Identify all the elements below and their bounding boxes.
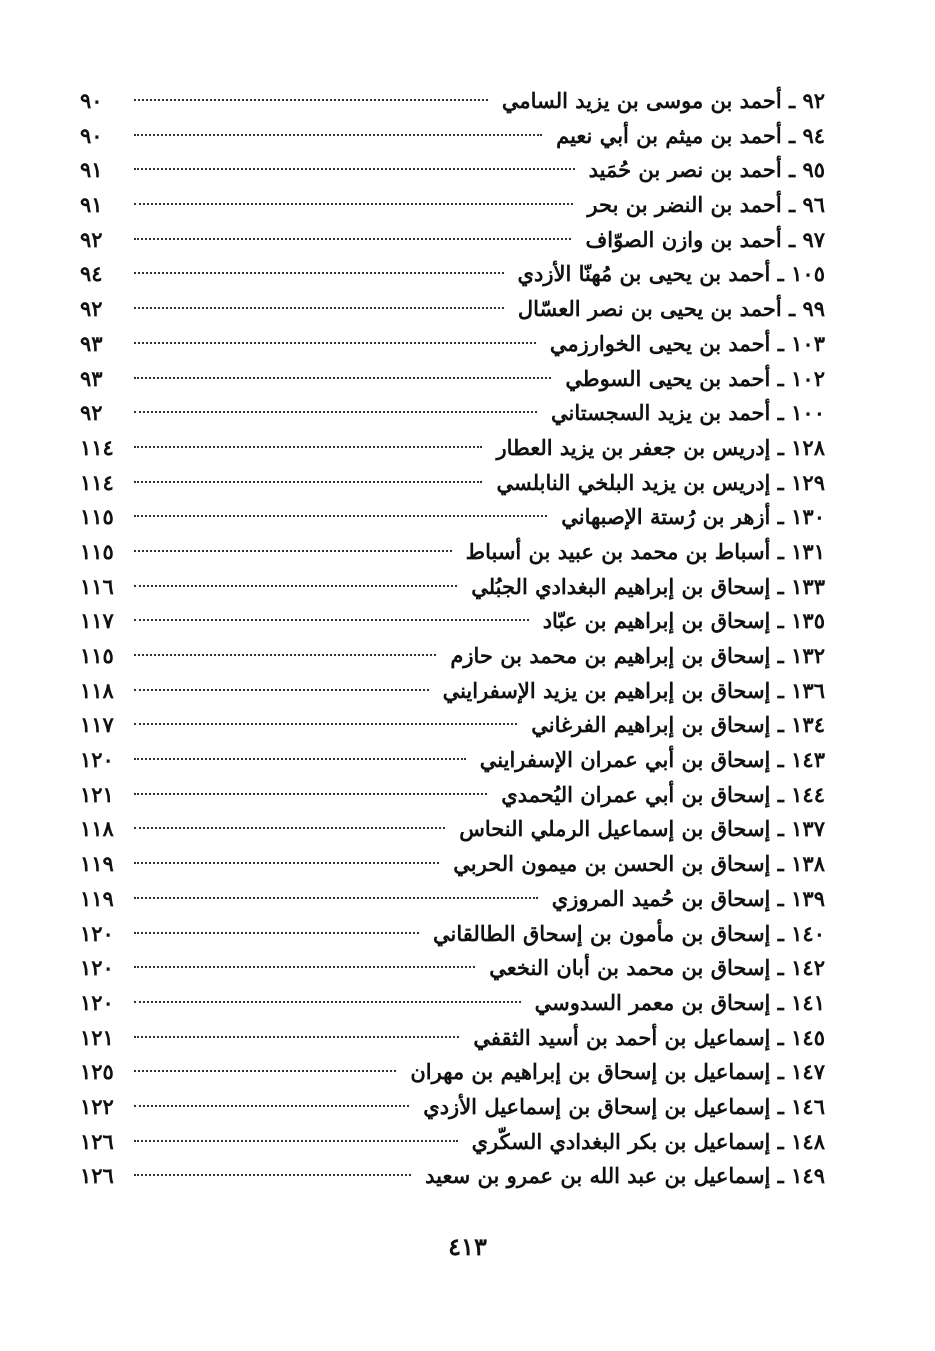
toc-entry [80, 257, 825, 292]
entry-title: ١٣٦ ـ إسحاق بن إبراهيم بن يزيد الإسفرايني [442, 677, 825, 703]
dot-leader [134, 966, 475, 968]
dot-leader [134, 168, 575, 170]
entry-title: ١٤١ ـ إسحاق بن معمر السدوسي [534, 989, 825, 1015]
toc-entry [80, 570, 825, 605]
entry-title: ١٤٥ ـ إسماعيل بن أحمد بن أسيد الثقفي [473, 1024, 825, 1050]
toc-entry [80, 84, 825, 119]
entry-title: ٩٦ ـ أحمد بن النضر بن بحر [587, 192, 825, 218]
toc-entry [80, 466, 825, 501]
entry-page-number: ١٢٠ [80, 955, 114, 981]
toc-entry [80, 812, 825, 847]
entry-title: ١٢٨ ـ إدريس بن جعفر بن يزيد العطار [496, 434, 825, 460]
toc-entry [80, 1090, 825, 1125]
toc-entry [80, 674, 825, 709]
entry-title: ١٤٣ ـ إسحاق بن أبي عمران الإسفرايني [479, 747, 825, 773]
toc-entry [80, 1021, 825, 1056]
toc-entry [80, 292, 825, 327]
entry-page-number: ١١٨ [80, 816, 114, 842]
entry-title: ٩٥ ـ أحمد بن نصر بن حُمَيد [588, 157, 825, 183]
entry-page-number: ١١٧ [80, 608, 114, 634]
entry-title: ١٤٢ ـ إسحاق بن محمد بن أبان النخعي [489, 955, 825, 981]
entry-title: ١٤٤ ـ إسحاق بن أبي عمران اليُحمدي [501, 781, 825, 807]
entry-page-number: ١١٤ [80, 469, 114, 495]
entry-page-number: ٩٣ [80, 365, 103, 391]
dot-leader [134, 134, 542, 136]
dot-leader [134, 619, 529, 621]
toc-entry [80, 431, 825, 466]
entry-page-number: ١٢٠ [80, 920, 114, 946]
entry-title: ١٣٤ ـ إسحاق بن إبراهيم الفرغاني [531, 712, 825, 738]
entry-title: ١٣٥ ـ إسحاق بن إبراهيم بن عبّاد [542, 608, 825, 634]
dot-leader [134, 515, 547, 517]
toc-entry [80, 327, 825, 362]
dot-leader [134, 1001, 521, 1003]
entry-page-number: ١١٤ [80, 434, 114, 460]
entry-page-number: ١١٥ [80, 504, 114, 530]
entry-page-number: ١٢٦ [80, 1128, 114, 1154]
entry-title: ٩٧ ـ أحمد بن وازن الصوّاف [585, 226, 825, 252]
toc-entry [80, 1055, 825, 1090]
dot-leader [134, 481, 482, 483]
toc-entry [80, 535, 825, 570]
entry-title: ١٣٨ ـ إسحاق بن الحسن بن ميمون الحربي [453, 851, 825, 877]
toc-entry [80, 223, 825, 258]
entry-page-number: ١٢٠ [80, 989, 114, 1015]
entry-page-number: ١١٥ [80, 538, 114, 564]
entry-page-number: ١١٧ [80, 712, 114, 738]
entry-page-number: ١١٨ [80, 677, 114, 703]
entry-title: ١٤٦ ـ إسماعيل بن إسحاق بن إسماعيل الأزدي [423, 1093, 825, 1119]
entry-page-number: ٩٢ [80, 226, 103, 252]
dot-leader [134, 550, 452, 552]
entry-page-number: ٩٣ [80, 330, 103, 356]
dot-leader [134, 342, 536, 344]
dot-leader [134, 793, 487, 795]
toc-entry [80, 362, 825, 397]
dot-leader [134, 272, 504, 274]
dot-leader [134, 723, 517, 725]
entry-title: ٩٤ ـ أحمد بن ميثم بن أبي نعيم [556, 122, 825, 148]
entry-title: ١٠٢ ـ أحمد بن يحيى السوطي [565, 365, 825, 391]
entry-page-number: ٩٢ [80, 296, 103, 322]
entry-page-number: ١٢٥ [80, 1059, 114, 1085]
toc-entry [80, 847, 825, 882]
toc-entry [80, 882, 825, 917]
entry-page-number: ٩١ [80, 157, 103, 183]
dot-leader [134, 689, 429, 691]
toc-entry [80, 1125, 825, 1160]
toc-entry [80, 153, 825, 188]
entry-page-number: ١١٩ [80, 851, 114, 877]
toc-entry [80, 917, 825, 952]
entry-title: ١٤٠ ـ إسحاق بن مأمون بن إسحاق الطالقاني [433, 920, 825, 946]
toc-entry [80, 188, 825, 223]
dot-leader [134, 99, 488, 101]
table-of-contents [80, 84, 825, 1194]
entry-page-number: ٩٤ [80, 261, 103, 287]
toc-entry [80, 951, 825, 986]
dot-leader [134, 585, 457, 587]
entry-page-number: ٩٠ [80, 88, 103, 113]
dot-leader [134, 654, 436, 656]
dot-leader [134, 1105, 409, 1107]
page-number: ٤١٣ [448, 1232, 487, 1261]
entry-page-number: ٩١ [80, 192, 103, 218]
entry-title: ١٣٧ ـ إسحاق بن إسماعيل الرملي النحاس [459, 816, 825, 842]
entry-title: ١٤٧ ـ إسماعيل بن إسحاق بن إبراهيم بن مهران [410, 1059, 825, 1085]
entry-page-number: ١١٩ [80, 885, 114, 911]
entry-title: ١٣١ ـ أسباط بن محمد بن عبيد بن أسباط [465, 538, 825, 564]
entry-title: ١٢٩ ـ إدريس بن يزيد البلخي النابلسي [496, 469, 825, 495]
dot-leader [134, 203, 573, 205]
toc-entry [80, 708, 825, 743]
entry-title: ١٠٣ ـ أحمد بن يحيى الخوارزمي [549, 330, 825, 356]
toc-entry [80, 986, 825, 1021]
dot-leader [134, 307, 504, 309]
toc-entry [80, 639, 825, 674]
dot-leader [134, 1140, 458, 1142]
entry-title: ١٣٩ ـ إسحاق بن حُميد المروزي [551, 885, 825, 911]
dot-leader [134, 758, 466, 760]
toc-entry [80, 743, 825, 778]
entry-title: ١٣٣ ـ إسحاق بن إبراهيم البغدادي الجبُلي [471, 573, 825, 599]
entry-title: ٩٢ ـ أحمد بن موسى بن يزيد السامي [501, 88, 825, 113]
toc-entry [80, 604, 825, 639]
entry-title: ١٠٥ ـ أحمد بن يحيى بن مُهنّا الأزدي [517, 261, 825, 287]
toc-entry [80, 119, 825, 154]
dot-leader [134, 1036, 459, 1038]
entry-page-number: ١٢١ [80, 781, 114, 807]
dot-leader [134, 446, 482, 448]
entry-title: ١٤٩ ـ إسماعيل بن عبد الله بن عمرو بن سعيد [425, 1163, 825, 1189]
dot-leader [134, 1070, 396, 1072]
dot-leader [134, 897, 538, 899]
entry-page-number: ١٢٢ [80, 1093, 114, 1119]
dot-leader [134, 238, 571, 240]
toc-entry [80, 500, 825, 535]
dot-leader [134, 862, 439, 864]
entry-page-number: ١١٥ [80, 643, 114, 668]
entry-page-number: ٩٠ [80, 122, 103, 148]
dot-leader [134, 411, 537, 413]
entry-title: ١٠٠ ـ أحمد بن يزيد السجستاني [550, 400, 825, 426]
entry-title: ١٣٠ ـ أزهر بن رُستة الإصبهاني [561, 504, 825, 530]
dot-leader [134, 827, 445, 829]
entry-page-number: ٩٢ [80, 400, 103, 426]
dot-leader [134, 1174, 411, 1176]
toc-entry [80, 396, 825, 431]
toc-entry [80, 778, 825, 813]
dot-leader [134, 932, 419, 934]
dot-leader [134, 377, 551, 379]
entry-page-number: ١٢٠ [80, 747, 114, 773]
entry-page-number: ١١٦ [80, 573, 114, 599]
entry-title: ٩٩ ـ أحمد بن يحيى بن نصر العسّال [517, 296, 825, 322]
toc-entry [80, 1159, 825, 1194]
entry-page-number: ١٢٦ [80, 1163, 114, 1189]
entry-title: ١٤٨ ـ إسماعيل بن بكر البغدادي السكّري [471, 1128, 825, 1154]
entry-page-number: ١٢١ [80, 1024, 114, 1050]
entry-title: ١٣٢ ـ إسحاق بن إبراهيم بن محمد بن حازم [450, 643, 825, 668]
